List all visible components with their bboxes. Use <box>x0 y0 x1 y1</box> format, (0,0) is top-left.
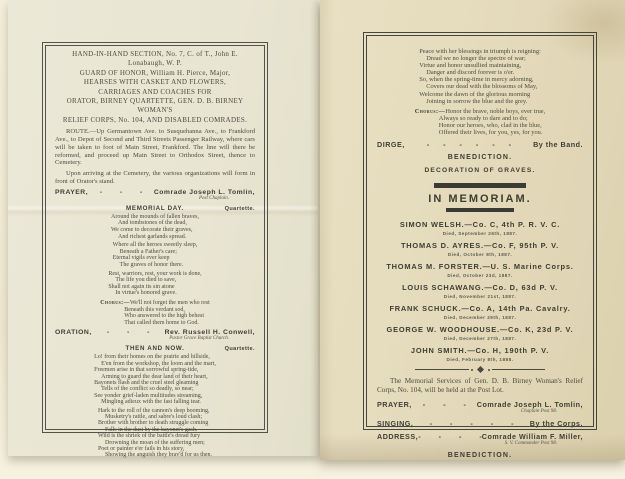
leader-dashes: - - - - - - <box>426 140 512 150</box>
verse-line: Peace with her blessings in triumph is reigning: <box>419 48 541 55</box>
memorial-died-date: Died, February 8th, 1888. <box>446 356 514 362</box>
verse-line: We come to decorate their graves, <box>111 227 193 234</box>
item-label: DIRGE, <box>377 140 405 150</box>
procession-line: CARRIAGES AND COACHES FOR <box>98 87 212 96</box>
hymn-verse <box>94 354 216 405</box>
memorial-entry <box>377 304 583 320</box>
verse-line: Where all the heroes sweetly sleep, <box>112 242 198 249</box>
verse-line: Hark to the roll of the cannon's deep booming, <box>97 407 210 414</box>
route-paragraph: ROUTE.—Up Germantown Ave. to Susquehanna Ave., to Frankford Ave., to Depot of Second and Third Streets Passenger Railway, where cars will be taken to foot of Main Street, Frankford. The line will there be reformed, and proceed up Main Street to Orthodox Street, thence to Cemetery. <box>55 128 255 167</box>
hymn-verse <box>419 48 541 105</box>
benediction-heading: BENEDICTION. <box>447 451 513 459</box>
verse-line: Danger and discord forever is o'er. <box>426 69 515 77</box>
verse-line: Poet or painter e'er fails in his story, <box>97 446 185 453</box>
chorus-line <box>415 108 545 115</box>
memorial-entry <box>377 346 583 362</box>
hymn-verse <box>108 271 201 297</box>
verse-line: The life you died to save, <box>115 277 177 284</box>
verse-line: Eternal vigils ever keep <box>112 255 170 262</box>
divider-line <box>415 369 469 370</box>
leader-dashes: - - - <box>422 399 466 409</box>
verse-line: See yonder grief-laden multitudes streaming, <box>94 392 203 399</box>
diamond-ornament-icon <box>476 366 483 373</box>
memorial-entry <box>377 325 583 341</box>
item-label: PRAYER, <box>377 399 412 409</box>
item-subtitle: Pastor Grace Baptist Church. <box>169 336 229 342</box>
verse-line: Mingling adieux with the fast falling tear. <box>101 399 201 406</box>
chorus-line: Beneath this verdant sod, <box>124 306 185 313</box>
item-value: Rev. Russell H. Conwell, <box>164 329 255 337</box>
hymn-verse <box>113 242 198 268</box>
item-label: ADDRESS, <box>377 431 419 441</box>
verse-line: Around the mounds of fallen braves, <box>111 213 199 220</box>
item-subtitle: Chaplain Post 98. <box>520 408 557 414</box>
page-right-border-frame <box>363 32 597 459</box>
memorial-name: FRANK SCHUCK.—Co. A, 14th Pa. Cavalry. <box>389 304 571 314</box>
verse-line: And richest garlands spread. <box>118 233 187 240</box>
program-page-right <box>320 0 625 460</box>
item-subtitle: S. V. Commander Post 98. <box>504 440 557 446</box>
memorial-entry <box>377 283 583 299</box>
procession-line: GUARD OF HONOR, William H. Pierce, Major, <box>79 68 231 77</box>
memorial-entry <box>377 241 583 257</box>
procession-line: HEARSES WITH CASKET AND FLOWERS, <box>83 78 227 87</box>
memorial-died-date: Died, December 29th, 1887. <box>443 314 517 320</box>
verse-line: Rest, warriors, rest, your work is done, <box>108 270 202 277</box>
decoration-of-graves-heading: DECORATION OF GRAVES. <box>424 167 536 175</box>
hymn-verse <box>98 408 212 459</box>
memorial-name: THOMAS D. AYRES.—Co. F, 95th P. V. <box>400 241 560 251</box>
memorial-services-paragraph: The Memorial Services of Gen. D. B. Birney Woman's Relief Corps, No. 104, will be held at the Post Lot. <box>377 377 583 395</box>
verse-line: Wild is the shriek of the battle's dread fury <box>97 433 201 440</box>
hymn-performer: Quartette. <box>224 346 255 353</box>
chorus-text: Honor the brave, noble boys, ever true, <box>445 107 546 115</box>
chorus-line: Offered their lives, for you, yes, for you. <box>438 129 543 137</box>
chorus-line <box>100 300 210 307</box>
program-item-prayer <box>377 400 583 409</box>
chorus-line: Who answered to the high behest <box>124 313 205 320</box>
procession-line: ORATOR, BIRNEY QUARTETTE, GEN. D. B. BIRNEY WOMAN'S <box>66 97 244 115</box>
verse-line: Brother with brother to death struggle coming <box>97 420 209 427</box>
leader-dashes: - - - - - <box>429 418 514 428</box>
verse-line: E'en from the workshop, the loom and the mart, <box>101 360 216 367</box>
hymn-chorus <box>415 108 545 136</box>
verse-line: Musketry's rattle, and sabre's loud clash; <box>104 413 203 420</box>
procession-line: RELIEF CORPS, No. 104, AND DISABLED COMRADES. <box>62 115 248 124</box>
verse-line: Freemen arise in that sorrowful spring-tide, <box>94 367 199 374</box>
program-item-dirge <box>377 140 583 149</box>
memorial-name: SIMON WELSH.—Co. C, 4th P. R. V. C. <box>399 220 561 230</box>
verse-line: Showing the anguish they brav'd for us then. <box>104 452 213 459</box>
verse-line: In virtue's honored grave. <box>115 290 177 297</box>
memorial-name: THOMAS M. FORSTER.—U. S. Marine Corps. <box>386 262 574 272</box>
chorus-label: Chorus:— <box>100 299 130 306</box>
program-item-oration <box>55 329 255 336</box>
item-label: PRAYER, <box>55 188 89 196</box>
in-memoriam-heading: IN MEMORIAM. <box>428 193 532 206</box>
in-memoriam-rule-bottom <box>446 208 514 212</box>
item-subtitle: Post Chaplain. <box>198 195 229 201</box>
hymn-title: THEN AND NOW. <box>125 345 185 353</box>
item-value: Comrade Joseph L. Tomlin, <box>153 188 255 196</box>
memorial-name: JOHN SMITH.—Co. H, 190th P. V. <box>410 346 550 356</box>
verse-line: Bayonets flash and the cruel steel gleaming <box>94 379 199 386</box>
arrival-paragraph: Upon arriving at the Cemetery, the various organizations will form in front of Orator's stand. <box>55 170 255 186</box>
leader-dashes: - - - <box>99 188 143 196</box>
item-label: ORATION, <box>55 329 92 337</box>
chorus-line: That called them home to God. <box>124 319 199 326</box>
item-value: Comrade Joseph L. Tomlin, <box>476 399 583 409</box>
chorus-line: Honor our heroes, who, clad in the blue, <box>438 121 542 129</box>
verse-line: Covers our dead with the blossoms of May, <box>426 83 538 91</box>
page-left-border-frame <box>42 42 268 459</box>
hymn-verse <box>111 214 199 240</box>
program-item-prayer <box>55 189 255 196</box>
chorus-label: Chorus:— <box>414 107 446 115</box>
verse-line: So, when the spring-time in mercy adorning, <box>419 76 534 84</box>
leader-dashes: - - - - <box>418 431 482 441</box>
item-value: By the Corps. <box>529 418 583 428</box>
hymn-title: MEMORIAL DAY. <box>126 204 184 212</box>
program-item-singing <box>377 419 583 428</box>
hymn-heading-then-and-now <box>55 345 255 352</box>
memorial-name: LOUIS SCHAWANG.—Co. D, 63d P. V. <box>402 283 558 293</box>
item-label: SINGING, <box>377 418 414 428</box>
hymn-heading-memorial-day <box>55 205 255 212</box>
memorial-died-date: Died, October 8th, 1887. <box>447 251 513 257</box>
verse-line: And tombstones of the dead, <box>118 220 187 227</box>
verse-line: Virtue and honor unsullied maintaining, <box>419 62 522 70</box>
dot-ornament-icon <box>471 369 473 371</box>
hymn-performer: Quartette. <box>224 205 255 212</box>
hymn-chorus <box>100 300 210 326</box>
divider-line <box>492 369 546 370</box>
verse-line: Tells of the conflict so deadly, so near; <box>101 386 194 393</box>
verse-line: Lo! from their homes on the prairie and hillside, <box>94 354 210 361</box>
program-item-address <box>377 432 583 441</box>
verse-line: The graves of honor there. <box>119 261 184 268</box>
verse-line: Beneath a Father's care; <box>119 248 177 255</box>
dot-ornament-icon <box>488 369 490 371</box>
memorial-died-date: Died, December 27th, 1887. <box>443 335 517 341</box>
procession-line: HAND-IN-HAND SECTION, No. 7, C. of T., John E. Lonabaugh, W. P. <box>72 50 238 68</box>
procession-order <box>55 50 255 125</box>
memorial-entry <box>377 262 583 278</box>
memorial-name: GEORGE W. WOODHOUSE.—Co. K, 23d P. V. <box>386 325 574 335</box>
verse-line: Drowning the moan of the suffering men; <box>104 439 205 446</box>
memorial-entry <box>377 220 583 236</box>
chorus-text: We'll not forget the men who rest <box>129 299 210 306</box>
in-memoriam-rule-top <box>434 183 526 188</box>
item-value: By the Band. <box>533 140 583 150</box>
verse-line: Arming to guard the dear land of their heart, <box>101 373 208 380</box>
verse-line: Falls in the dust by the bayonet's gash. <box>104 426 198 433</box>
chorus-line: Always so ready to dare and to do; <box>438 114 528 122</box>
verse-line: Dread we no longer the spectre of war; <box>426 55 526 63</box>
memorial-died-date: Died, September 26th, 1887. <box>442 230 518 236</box>
program-page-left <box>8 0 318 459</box>
verse-line: Welcome the dawn of the glorious morning <box>419 90 531 98</box>
memorial-died-date: Died, November 21st, 1887. <box>443 293 517 299</box>
leader-dashes: - - - <box>106 329 150 337</box>
memorial-list <box>377 220 583 362</box>
verse-line: Joining in sorrow the blue and the grey. <box>426 97 528 105</box>
verse-line: Shall not again its sin atone <box>108 283 175 290</box>
benediction-heading: BENEDICTION. <box>447 154 513 162</box>
memorial-died-date: Died, October 23d, 1887. <box>447 272 513 278</box>
item-value: Comrade William F. Miller, <box>481 431 583 441</box>
ornament-divider <box>415 367 545 372</box>
